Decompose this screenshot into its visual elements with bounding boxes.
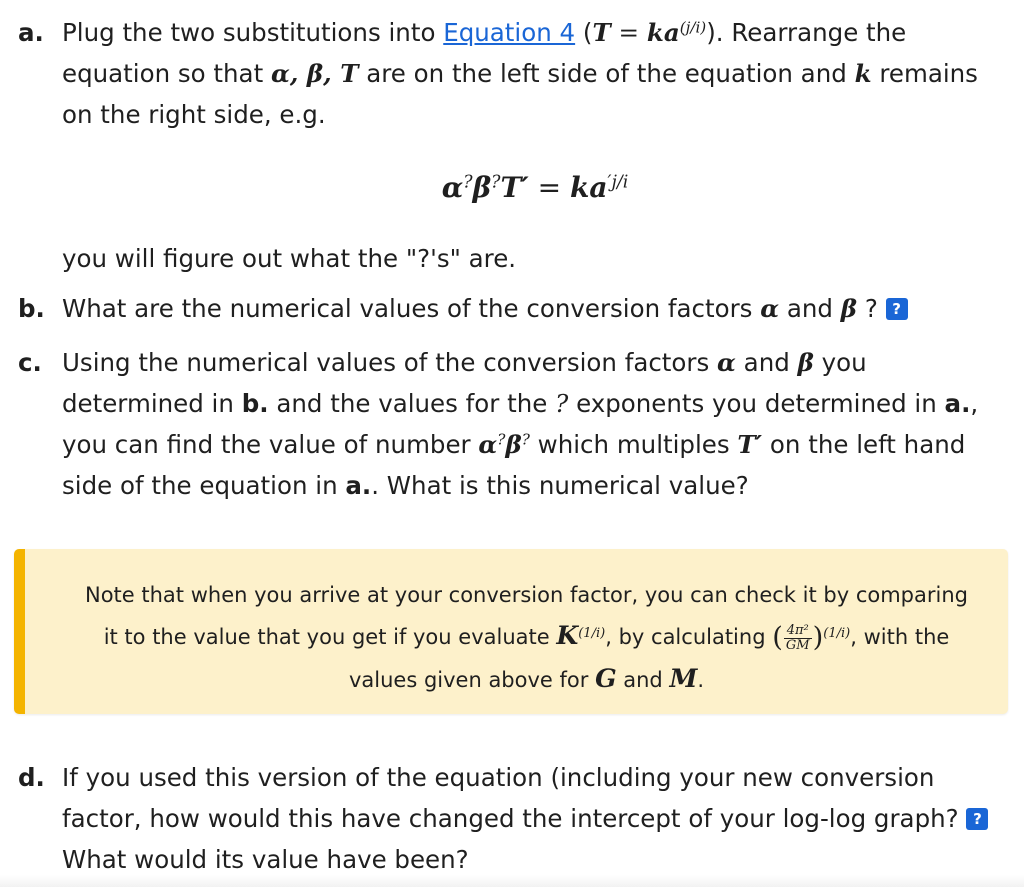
note-text: Note that when you arrive at your conversion factor, you can check it by comparing it to the value that you get if you evaluate $K^{(1/i)}$, by calculating ( $\frac{\text{4π²}}{GM}$ )$^{(1/i)}$, with the values given above for G and M. (85, 583, 968, 693)
list-item-b (18, 288, 1008, 329)
item-marker: b. (18, 294, 45, 323)
item-d-text: If you used this version of the equation (including your new conversion factor, how would this have changed the intercept of your log-log graph? ? What would its value have been? (62, 757, 1008, 880)
display-equation: $\alpha^?\beta^?T' = ka^{'j/i}$ (441, 171, 629, 204)
help-button-b[interactable]: ? (886, 298, 908, 320)
item-a-text: Plug the two substitutions into Equation 4 $(T = ka^{(j/i)})$. Rearrange the equation so that α, β, T are on the left side of the equation and k remains on the right side, e.g. $\alpha^?\beta^?T' = ka^{'j/i}$ you will figure out what the "?'s" are. (62, 12, 1008, 279)
fraction: $\frac{\text{4π²}}{GM}$ (785, 622, 810, 653)
item-marker: d. (18, 763, 45, 792)
item-a-followup: you will figure out what the "?'s" are. (62, 244, 517, 273)
item-c-text: Using the numerical values of the conversion factors α and β you determined in b. and the values for the ? exponents you determined in a., you can find the value of number α?β? which multiples T′ on the left hand side of the equation in a.. What is this numerical value? (62, 348, 979, 500)
item-b-text: What are the numerical values of the conversion factors α and β ? ? (62, 288, 1008, 329)
list-item-a (18, 12, 1008, 279)
equation-4-link[interactable]: Equation 4 (443, 18, 576, 47)
list-item-d (18, 757, 1008, 880)
item-marker: a. (18, 18, 44, 47)
item-marker: c. (18, 348, 42, 377)
list-item-c (18, 342, 1008, 506)
note-callout (14, 549, 1008, 714)
help-button-d[interactable]: ? (966, 808, 988, 830)
page-bottom-edge (0, 875, 1024, 887)
